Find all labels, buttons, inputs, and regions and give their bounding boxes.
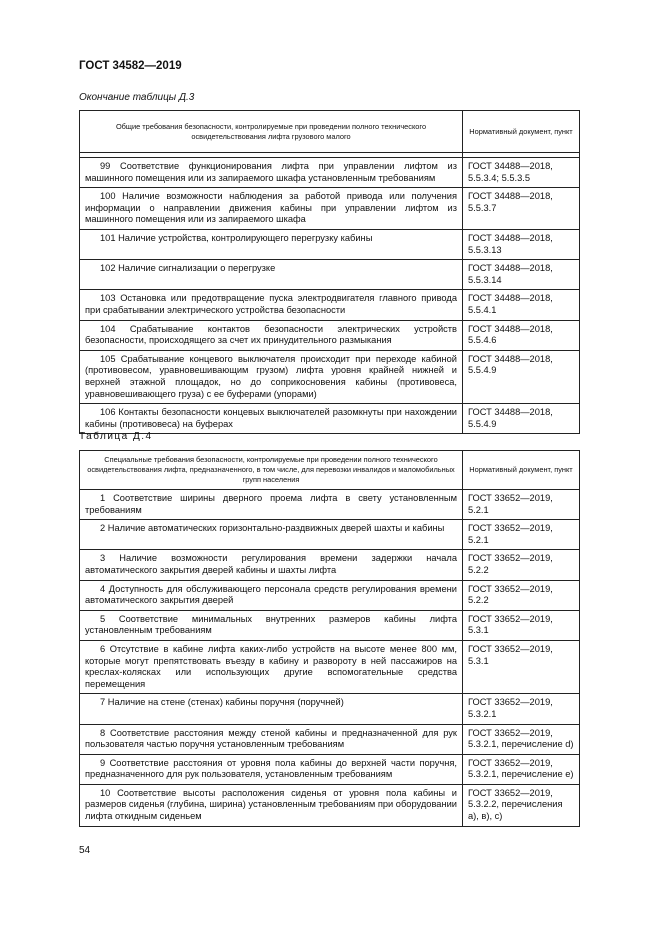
requirement-cell: 3 Наличие возможности регулирования времени задержки начала автоматического закрытия дверей кабины и шахты лифта <box>80 550 463 580</box>
document-header: ГОСТ 34582—2019 <box>79 60 182 72</box>
requirement-cell: 104 Срабатывание контактов безопасности электрических устройств безопасности, происходящего за счет их принудительного размыкания <box>80 320 463 350</box>
requirement-cell: 99 Соответствие функционирования лифта при управлении лифтом из машинного помещения или из запираемого шкафа установленным требованиям <box>80 158 463 188</box>
table-row <box>80 640 580 693</box>
table-row <box>80 550 580 580</box>
table-row <box>80 260 580 290</box>
table-row <box>80 188 580 230</box>
table-row <box>80 320 580 350</box>
table-row <box>80 580 580 610</box>
document-cell: ГОСТ 33652—2019, 5.3.1 <box>463 640 580 693</box>
table-row <box>80 290 580 320</box>
table-d4-col1-header: Специальные требования безопасности, контролируемые при проведении полного технического освидетельствования лифта, предназначенного, в том числе, для перевозки инвалидов и маломобильных групп населения <box>80 451 463 490</box>
requirement-cell: 101 Наличие устройства, контролирующего перегрузку кабины <box>80 229 463 259</box>
document-cell: ГОСТ 34488—2018, 5.5.3.14 <box>463 260 580 290</box>
requirement-cell: 6 Отсутствие в кабине лифта каких-либо устройств на высоте менее 800 мм, которые могут препятствовать въезду в кабину и развороту в ней пассажиров на креслах-колясках или использующих другие вспомогательные средства перемещения <box>80 640 463 693</box>
document-cell: ГОСТ 33652—2019, 5.2.1 <box>463 490 580 520</box>
table-row <box>80 229 580 259</box>
requirement-cell: 103 Остановка или предотвращение пуска электродвигателя главного привода при срабатывании электрического устройства безопасности <box>80 290 463 320</box>
table-row <box>80 520 580 550</box>
table-row <box>80 350 580 403</box>
document-cell: ГОСТ 33652—2019, 5.3.2.1, перечисление d) <box>463 724 580 754</box>
document-cell: ГОСТ 33652—2019, 5.2.2 <box>463 550 580 580</box>
table-d3-col1-header: Общие требования безопасности, контролируемые при проведении полного технического освидетельствования лифта грузового малого <box>80 111 463 153</box>
document-cell: ГОСТ 34488—2018, 5.5.3.7 <box>463 188 580 230</box>
requirement-cell: 2 Наличие автоматических горизонтально-раздвижных дверей шахты и кабины <box>80 520 463 550</box>
document-cell: ГОСТ 34488—2018, 5.5.4.9 <box>463 350 580 403</box>
table-d4 <box>79 450 580 827</box>
table-row <box>80 754 580 784</box>
table-row <box>80 610 580 640</box>
table-d4-col2-header: Нормативный документ, пункт <box>463 451 580 490</box>
table-d3-caption: Окончание таблицы Д.3 <box>79 92 195 103</box>
requirement-cell: 9 Соответствие расстояния от уровня пола кабины до верхней части поручня, предназначенного для рук пользователя, установленным требованиям <box>80 754 463 784</box>
document-cell: ГОСТ 33652—2019, 5.2.1 <box>463 520 580 550</box>
document-cell: ГОСТ 34488—2018, 5.5.4.6 <box>463 320 580 350</box>
table-row <box>80 404 580 434</box>
table-d3 <box>79 110 580 434</box>
table-row <box>80 490 580 520</box>
document-cell: ГОСТ 34488—2018, 5.5.3.13 <box>463 229 580 259</box>
requirement-cell: 105 Срабатывание концевого выключателя происходит при переходе кабиной (противовесом, уравновешивающим грузом) лифта уровня крайней нижней и верхней этажной площадок, но до соприкосновения кабины (противовеса, уравновешивающего груза) с ее буферами (упорами) <box>80 350 463 403</box>
requirement-cell: 7 Наличие на стене (стенах) кабины поручня (поручней) <box>80 694 463 724</box>
requirement-cell: 8 Соответствие расстояния между стеной кабины и предназначенной для рук пользователя частью поручня установленным требованиям <box>80 724 463 754</box>
requirement-cell: 4 Доступность для обслуживающего персонала средств регулирования времени автоматического закрытия дверей <box>80 580 463 610</box>
document-cell: ГОСТ 33652—2019, 5.2.2 <box>463 580 580 610</box>
table-d3-col2-header: Нормативный документ, пункт <box>463 111 580 153</box>
document-cell: ГОСТ 33652—2019, 5.3.2.2, перечисления a), в), c) <box>463 784 580 826</box>
requirement-cell: 100 Наличие возможности наблюдения за работой привода или получения информации о направлении движения кабины при управлении лифтом из машинного помещения или из запираемого шкафа <box>80 188 463 230</box>
document-cell: ГОСТ 34488—2018, 5.5.4.9 <box>463 404 580 434</box>
requirement-cell: 1 Соответствие ширины дверного проема лифта в свету установленным требованиям <box>80 490 463 520</box>
table-row <box>80 724 580 754</box>
document-cell: ГОСТ 33652—2019, 5.3.2.1, перечисление e) <box>463 754 580 784</box>
document-cell: ГОСТ 34488—2018, 5.5.3.4; 5.5.3.5 <box>463 158 580 188</box>
table-row <box>80 784 580 826</box>
requirement-cell: 106 Контакты безопасности концевых выключателей разомкнуты при нахождении кабины (противовеса) на буферах <box>80 404 463 434</box>
requirement-cell: 102 Наличие сигнализации о перегрузке <box>80 260 463 290</box>
table-row <box>80 694 580 724</box>
page-number: 54 <box>79 845 91 856</box>
table-row <box>80 158 580 188</box>
document-cell: ГОСТ 33652—2019, 5.3.2.1 <box>463 694 580 724</box>
requirement-cell: 10 Соответствие высоты расположения сиденья от уровня пола кабины и размеров сиденья (глубина, ширина) установленным требованиям при оборудовании лифта откидным сиденьем <box>80 784 463 826</box>
document-cell: ГОСТ 33652—2019, 5.3.1 <box>463 610 580 640</box>
requirement-cell: 5 Соответствие минимальных внутренних размеров кабины лифта установленным требованиям <box>80 610 463 640</box>
document-cell: ГОСТ 34488—2018, 5.5.4.1 <box>463 290 580 320</box>
table-d4-caption: Таблица Д.4 <box>79 431 153 442</box>
